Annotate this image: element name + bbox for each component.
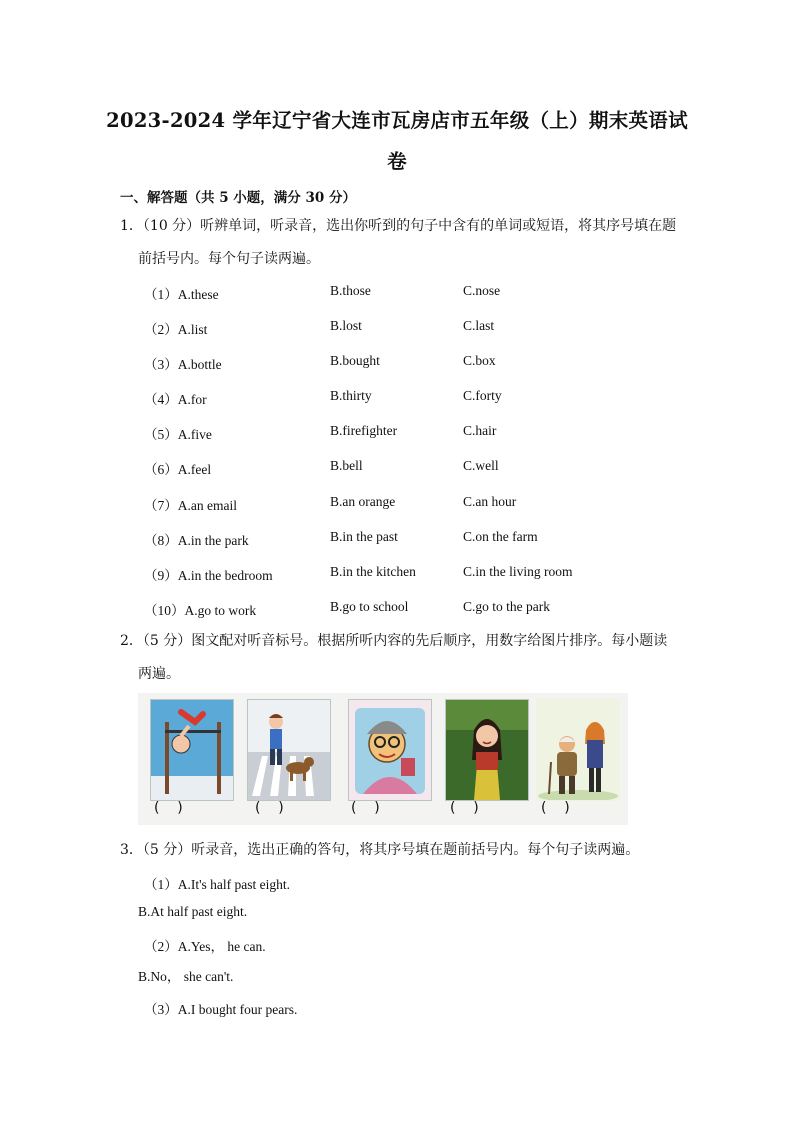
question-3-prompt: 3．（5 分）听录音，选出正确的答句，将其序号填在题前括号内。每个句子读两遍。 bbox=[120, 842, 640, 858]
option-b: B.firefighter bbox=[330, 423, 398, 438]
option-a: （7）A.an email bbox=[144, 498, 237, 513]
picture-woman-glasses bbox=[348, 699, 432, 801]
picture-girl-garden bbox=[445, 699, 529, 801]
option-row bbox=[144, 318, 664, 340]
option-a: （4）A.for bbox=[144, 392, 207, 407]
option-b: B.lost bbox=[330, 318, 362, 333]
option-c: C.hair bbox=[463, 423, 497, 438]
question-1 bbox=[120, 210, 680, 276]
question-2 bbox=[120, 625, 680, 691]
high-jump-illustration bbox=[151, 700, 233, 800]
option-c: C.go to the park bbox=[463, 599, 550, 614]
girl-illustration bbox=[446, 700, 528, 800]
woman-illustration bbox=[349, 700, 431, 800]
option-a: （1）A.these bbox=[144, 287, 219, 302]
question-3 bbox=[120, 834, 680, 867]
answer-blank[interactable]: ( ) bbox=[351, 800, 380, 816]
answer-option: B.At half past eight. bbox=[138, 904, 248, 919]
option-row bbox=[144, 529, 664, 551]
option-c: C.an hour bbox=[463, 494, 517, 509]
answer-blank[interactable]: ( ) bbox=[541, 800, 570, 816]
option-row bbox=[144, 423, 664, 445]
option-c: C.on the farm bbox=[463, 529, 538, 544]
answer-option: （1）A.It's half past eight. bbox=[144, 877, 291, 892]
option-row bbox=[144, 564, 664, 586]
option-row bbox=[144, 599, 664, 621]
page-title-continued: 卷 bbox=[387, 150, 407, 173]
option-a: （9）A.in the bedroom bbox=[144, 568, 273, 583]
page-title: 2023-2024 学年辽宁省大连市瓦房店市五年级（上）期末英语试 bbox=[106, 109, 688, 132]
question-1-prompt: 1．（10 分）听辨单词，听录音，选出你听到的句子中含有的单词或短语，将其序号填在题 bbox=[120, 218, 677, 234]
option-b: B.in the kitchen bbox=[330, 564, 416, 579]
option-a: （8）A.in the park bbox=[144, 533, 249, 548]
option-b: B.bought bbox=[330, 353, 380, 368]
section-header: 一、解答题（共 5 小题，满分 30 分） bbox=[120, 190, 356, 206]
option-b: B.thirty bbox=[330, 388, 372, 403]
question-2-prompt-cont: 两遍。 bbox=[138, 666, 180, 682]
option-c: C.well bbox=[463, 458, 499, 473]
crosswalk-illustration bbox=[248, 700, 330, 800]
answer-blank[interactable]: ( ) bbox=[450, 800, 479, 816]
option-c: C.nose bbox=[463, 283, 501, 298]
option-row bbox=[144, 494, 664, 516]
answer-option: （2）A.Yes， he can. bbox=[144, 939, 266, 954]
picture-grandpa-girl bbox=[536, 699, 620, 801]
option-b: B.go to school bbox=[330, 599, 409, 614]
option-a: （10）A.go to work bbox=[144, 603, 257, 618]
option-row bbox=[144, 353, 664, 375]
question-1-prompt-cont: 前括号内。每个句子读两遍。 bbox=[138, 251, 320, 267]
option-b: B.in the past bbox=[330, 529, 398, 544]
option-b: B.bell bbox=[330, 458, 363, 473]
option-c: C.last bbox=[463, 318, 495, 333]
option-row bbox=[144, 283, 664, 305]
option-a: （5）A.five bbox=[144, 427, 212, 442]
option-a: （6）A.feel bbox=[144, 462, 212, 477]
picture-strip bbox=[138, 693, 628, 825]
answer-option: （3）A.I bought four pears. bbox=[144, 1002, 298, 1017]
option-c: C.forty bbox=[463, 388, 502, 403]
option-a: （2）A.list bbox=[144, 322, 208, 337]
option-row bbox=[144, 388, 664, 410]
option-b: B.an orange bbox=[330, 494, 396, 509]
option-c: C.box bbox=[463, 353, 496, 368]
answer-blank[interactable]: ( ) bbox=[154, 800, 183, 816]
picture-high-jump bbox=[150, 699, 234, 801]
option-a: （3）A.bottle bbox=[144, 357, 222, 372]
option-row bbox=[144, 458, 664, 480]
picture-crosswalk-dog bbox=[247, 699, 331, 801]
option-b: B.those bbox=[330, 283, 371, 298]
grandpa-illustration bbox=[537, 700, 619, 800]
question-2-prompt: 2．（5 分）图文配对听音标号。根据所听内容的先后顺序，用数字给图片排序。每小题读 bbox=[120, 633, 668, 649]
answer-blank[interactable]: ( ) bbox=[255, 800, 284, 816]
option-c: C.in the living room bbox=[463, 564, 573, 579]
answer-option: B.No， she can't. bbox=[138, 969, 234, 984]
